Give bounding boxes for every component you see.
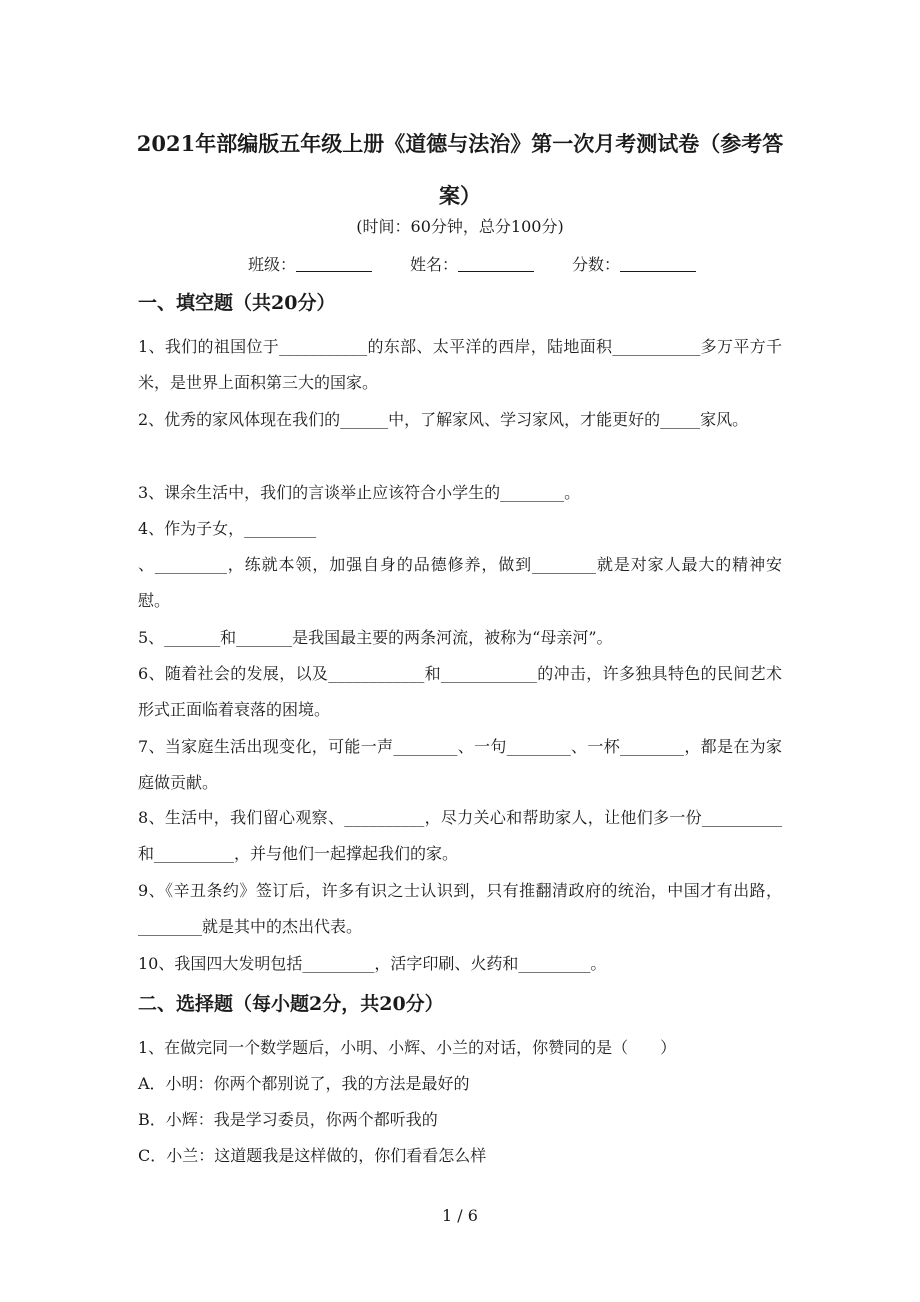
question-item: 9、《辛丑条约》签订后，许多有识之士认识到，只有推翻清政府的统治，中国才有出路，________就是其中的杰出代表。 <box>138 881 782 936</box>
section-heading-choice: 二、选择题（每小题2分，共20分） <box>138 993 444 1015</box>
question-item: 、_________，练就本领，加强自身的品德修养，做到________就是对家人最大的精神安慰。 <box>138 555 782 610</box>
class-blank <box>296 253 372 272</box>
student-info-row <box>248 252 696 278</box>
score-label: 分数： <box>572 255 621 274</box>
question-item: 6、随着社会的发展，以及____________和____________的冲击，许多独具特色的民间艺术形式正面临着衰落的困境。 <box>138 664 782 719</box>
score-blank <box>620 253 696 272</box>
question-item: 8、生活中，我们留心观察、__________，尽力关心和帮助家人，让他们多一份__________和__________，并与他们一起撑起我们的家。 <box>138 808 782 863</box>
question-item: 1、我们的祖国位于___________的东部、太平洋的西岸，陆地面积___________多万平方千米，是世界上面积第三大的国家。 <box>138 337 782 392</box>
name-blank <box>458 253 534 272</box>
exam-time-info: (时间：60分钟，总分100分) <box>356 217 564 236</box>
question-item: 3、课余生活中，我们的言谈举止应该符合小学生的________。 <box>138 483 581 502</box>
question-item: 1、在做完同一个数学题后，小明、小辉、小兰的对话，你赞同的是（ ） <box>138 1038 677 1057</box>
question-item: 5、_______和_______是我国最主要的两条河流，被称为“母亲河”。 <box>138 628 613 647</box>
question-item: 4、作为子女，_________ <box>138 519 317 538</box>
option-b: B．小辉：我是学习委员，你两个都听我的 <box>138 1110 438 1129</box>
page-number: 1 / 6 <box>442 1206 478 1225</box>
page-title: 2021年部编版五年级上册《道德与法治》第一次月考测试卷（参考答案） <box>136 131 784 208</box>
name-label: 姓名： <box>410 255 459 274</box>
question-item: 2、优秀的家风体现在我们的______中，了解家风、学习家风，才能更好的_____家风。 <box>138 410 749 429</box>
class-label: 班级： <box>248 255 297 274</box>
option-a: A．小明：你两个都别说了，我的方法是最好的 <box>138 1074 470 1093</box>
section-heading-fill-in: 一、填空题（共20分） <box>138 292 336 314</box>
option-c: C．小兰：这道题我是这样做的，你们看看怎么样 <box>138 1146 487 1165</box>
question-item: 10、我国四大发明包括_________，活字印刷、火药和_________。 <box>138 954 607 973</box>
question-item: 7、当家庭生活出现变化，可能一声________、一句________、一杯________，都是在为家庭做贡献。 <box>138 737 782 792</box>
